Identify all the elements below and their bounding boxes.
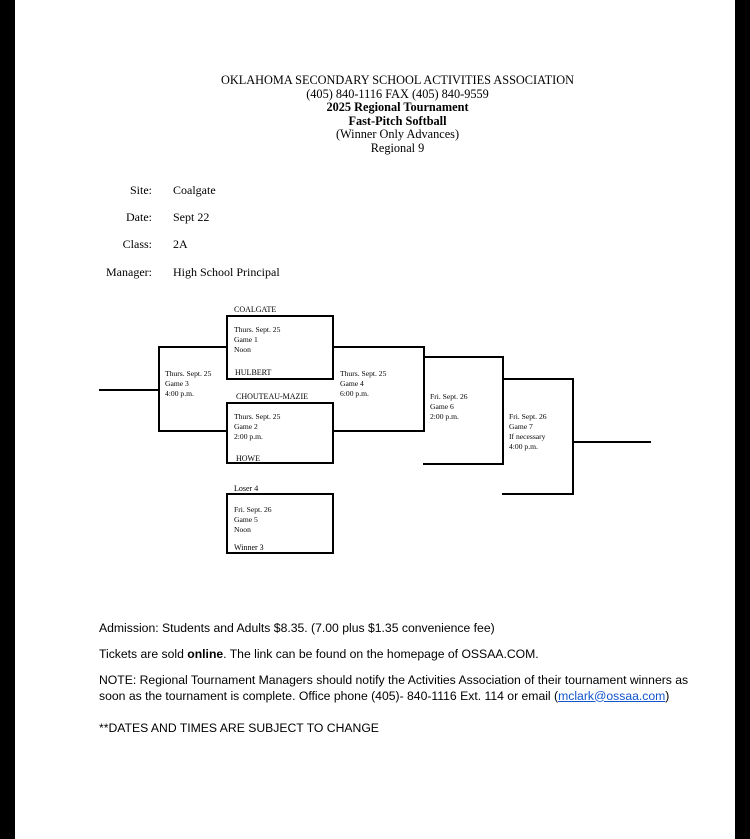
manager-label: Manager: [106, 265, 152, 279]
tickets-text-start: Tickets are sold [99, 647, 188, 661]
game-2-time: 2:00 p.m. [234, 432, 263, 441]
game-5-info [234, 505, 272, 535]
game-6-time: 2:00 p.m. [430, 412, 459, 421]
game-3-info [165, 369, 211, 399]
class-label: Class: [122, 237, 152, 251]
site-value: Coalgate [173, 183, 216, 197]
bracket-line [502, 378, 574, 380]
document-header [15, 74, 750, 156]
disclaimer-text: **DATES AND TIMES ARE SUBJECT TO CHANGE [99, 721, 379, 735]
game-4-number: Game 4 [340, 379, 364, 388]
game-4-time: 6:00 p.m. [340, 389, 369, 398]
bracket-line [572, 378, 574, 495]
date-value: Sept 22 [173, 210, 210, 224]
game-6-info [430, 392, 468, 422]
team-hulbert: HULBERT [235, 368, 272, 377]
note-text [99, 673, 709, 704]
bracket-line [423, 463, 504, 465]
class-value: 2A [173, 237, 188, 251]
tournament-title: 2025 Regional Tournament [326, 100, 469, 115]
admission-text: Admission: Students and Adults $8.35. (7.00 plus $1.35 convenience fee) [99, 621, 495, 635]
game-2-info [234, 412, 280, 442]
game-6-number: Game 6 [430, 402, 454, 411]
bracket-line [226, 402, 334, 404]
bracket-line [226, 552, 334, 554]
game-3-day: Thurs. Sept. 25 [165, 369, 212, 378]
manager-value: High School Principal [173, 265, 280, 279]
game-1-day: Thurs. Sept. 25 [234, 325, 281, 334]
org-name: OKLAHOMA SECONDARY SCHOOL ACTIVITIES ASSOCIATION [221, 73, 574, 87]
bracket-line [423, 356, 504, 358]
team-coalgate: COALGATE [234, 305, 277, 314]
bracket-line [332, 430, 425, 432]
note-end: ) [665, 688, 670, 703]
game-3-time: 4:00 p.m. [165, 389, 194, 398]
game-4-info [340, 369, 386, 399]
bracket-line [226, 378, 334, 380]
bracket-line [99, 389, 160, 391]
game-6-day: Fri. Sept. 26 [430, 392, 468, 401]
game-2-day: Thurs. Sept. 25 [234, 412, 281, 421]
game-5-number: Game 5 [234, 515, 258, 524]
bracket-line [332, 402, 334, 464]
bracket-line [572, 441, 651, 443]
game-4-day: Thurs. Sept. 25 [340, 369, 387, 378]
date-label: Date: [126, 210, 152, 224]
game-1-time: Noon [234, 345, 251, 354]
bracket-line [502, 356, 504, 465]
bracket-line [226, 493, 334, 495]
tickets-text-end: . The link can be found on the homepage of OSSAA.COM. [223, 647, 539, 661]
game-7-day: Fri. Sept. 26 [509, 412, 547, 421]
note-body: NOTE: Regional Tournament Managers should notify the Activities Association of their tournament winners as soon as the tournament is complete. Office phone (405)- 840-1116 Ext. 114 or email ( [99, 673, 689, 703]
region-name: Regional 9 [370, 140, 425, 155]
tickets-text [99, 647, 709, 663]
game-5-day: Fri. Sept. 26 [234, 505, 272, 514]
bracket-line [502, 493, 574, 495]
bracket-line [158, 430, 228, 432]
game-7-info [509, 412, 547, 452]
bracket-line [226, 402, 228, 464]
email-link[interactable]: mclark@ossaa.com [558, 688, 666, 703]
team-winner-3: Winner 3 [234, 543, 264, 552]
document-page [15, 0, 735, 839]
game-1-info [234, 325, 280, 355]
bracket-line [226, 315, 334, 317]
game-7-note: If necessary [509, 432, 546, 441]
org-phone: (405) 840-1116 FAX (405) 840-9559 [306, 86, 489, 101]
team-loser-4: Loser 4 [234, 484, 259, 493]
team-howe: HOWE [236, 454, 260, 463]
game-7-number: Game 7 [509, 422, 533, 431]
game-5-time: Noon [234, 525, 251, 534]
game-3-number: Game 3 [165, 379, 189, 388]
game-2-number: Game 2 [234, 422, 258, 431]
site-label: Site: [129, 183, 152, 197]
bracket-line [332, 346, 425, 348]
game-7-time: 4:00 p.m. [509, 442, 538, 451]
sport-name: Fast-Pitch Softball [348, 113, 447, 128]
tickets-online: online [187, 647, 224, 661]
bracket-line [332, 493, 334, 554]
bracket-line [158, 346, 228, 348]
bracket-line [226, 493, 228, 554]
tournament-format: (Winner Only Advances) [335, 127, 460, 142]
team-chouteau-mazie: CHOUTEAU-MAZIE [236, 392, 308, 401]
game-1-number: Game 1 [234, 335, 258, 344]
bracket-line [423, 346, 425, 432]
